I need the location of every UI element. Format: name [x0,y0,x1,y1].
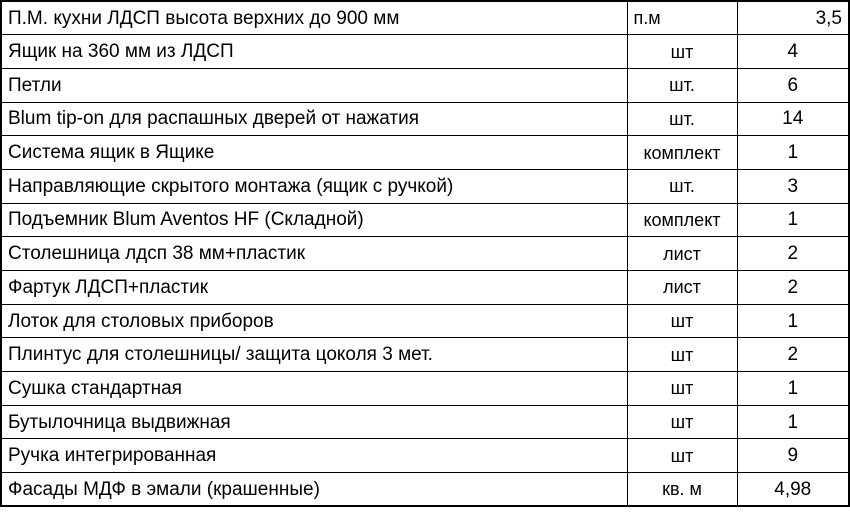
item-name-cell[interactable]: Бутылочница выдвижная [1,405,627,439]
item-name-cell[interactable]: Фасады МДФ в эмали (крашенные) [1,473,627,507]
table-row [1,102,849,136]
quantity-cell[interactable]: 14 [737,102,849,136]
unit-cell[interactable]: шт. [627,169,737,203]
item-name-cell[interactable]: Столешница лдсп 38 мм+пластик [1,237,627,271]
quantity-cell[interactable]: 2 [737,271,849,305]
item-name-cell[interactable]: П.М. кухни ЛДСП высота верхних до 900 мм [1,1,627,35]
item-name-cell[interactable]: Лоток для столовых приборов [1,304,627,338]
quantity-cell[interactable]: 2 [737,338,849,372]
unit-cell[interactable]: шт. [627,68,737,102]
table-row [1,271,849,305]
quantity-cell[interactable]: 1 [737,136,849,170]
table-row [1,405,849,439]
unit-cell[interactable]: шт [627,439,737,473]
quantity-cell[interactable]: 1 [737,203,849,237]
item-name-cell[interactable]: Ручка интегрированная [1,439,627,473]
table-row [1,473,849,507]
unit-cell[interactable]: кв. м [627,473,737,507]
quantity-cell[interactable]: 3,5 [737,1,849,35]
table-row [1,1,849,35]
unit-cell[interactable]: шт [627,338,737,372]
unit-cell[interactable]: лист [627,271,737,305]
item-name-cell[interactable]: Петли [1,68,627,102]
unit-cell[interactable]: шт [627,405,737,439]
unit-cell[interactable]: шт [627,304,737,338]
unit-cell[interactable]: комплект [627,203,737,237]
table-row [1,35,849,69]
unit-cell[interactable]: шт [627,35,737,69]
table-body [1,1,849,506]
quantity-cell[interactable]: 4,98 [737,473,849,507]
table-row [1,68,849,102]
unit-cell[interactable]: комплект [627,136,737,170]
item-name-cell[interactable]: Ящик на 360 мм из ЛДСП [1,35,627,69]
table-row [1,136,849,170]
table-row [1,203,849,237]
unit-cell[interactable]: лист [627,237,737,271]
quantity-cell[interactable]: 4 [737,35,849,69]
unit-cell[interactable]: шт [627,372,737,406]
quantity-cell[interactable]: 1 [737,372,849,406]
table-row [1,439,849,473]
table-row [1,169,849,203]
unit-cell[interactable]: п.м [627,1,737,35]
item-name-cell[interactable]: Направляющие скрытого монтажа (ящик с ручкой) [1,169,627,203]
item-name-cell[interactable]: Фартук ЛДСП+пластик [1,271,627,305]
table-row [1,338,849,372]
unit-cell[interactable]: шт. [627,102,737,136]
quantity-cell[interactable]: 6 [737,68,849,102]
item-name-cell[interactable]: Сушка стандартная [1,372,627,406]
table-row [1,237,849,271]
item-name-cell[interactable]: Плинтус для столешницы/ защита цоколя 3 мет. [1,338,627,372]
table-row [1,372,849,406]
quantity-cell[interactable]: 1 [737,405,849,439]
quantity-cell[interactable]: 1 [737,304,849,338]
quantity-cell[interactable]: 9 [737,439,849,473]
table-row [1,304,849,338]
item-name-cell[interactable]: Система ящик в Ящике [1,136,627,170]
quantity-cell[interactable]: 2 [737,237,849,271]
quantity-cell[interactable]: 3 [737,169,849,203]
item-name-cell[interactable]: Blum tip-on для распашных дверей от нажатия [1,102,627,136]
item-name-cell[interactable]: Подъемник Blum Aventos HF (Складной) [1,203,627,237]
